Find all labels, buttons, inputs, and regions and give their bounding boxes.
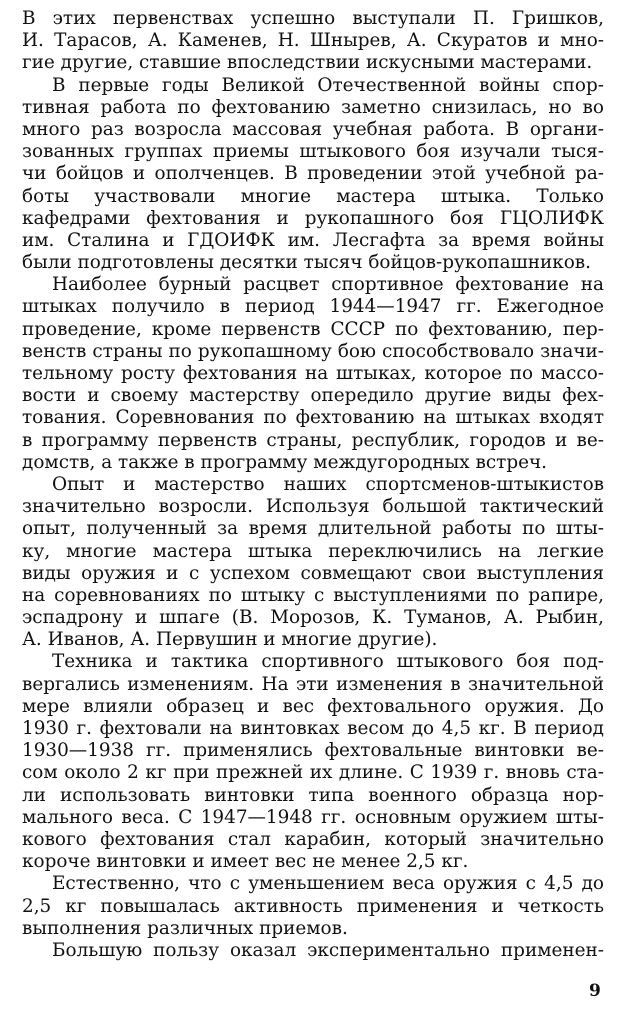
- text-line: Техника и тактика спортивного штыкового боя под-: [52, 651, 604, 673]
- text-line: проведение, кроме первенств СССР по фехтованию, пер-: [22, 318, 604, 340]
- text-line: зованных группах приемы штыкового боя изучали тыся-: [22, 141, 604, 163]
- text-line: Большую пользу оказал экспериментально применен-: [52, 939, 604, 961]
- text-line: сом около 2 кг при прежней их длине. С 1939 г. вновь ста-: [22, 762, 604, 784]
- text-line: Опыт и мастерство наших спортсменов-штыкистов: [52, 473, 604, 495]
- page-number: 9: [589, 981, 601, 1001]
- text-line: штыках получило в период 1944—1947 гг. Ежегодное: [22, 296, 604, 318]
- paragraph: [22, 274, 604, 474]
- text-line: виды оружия и с успехом совмещают свои выступления: [22, 562, 604, 584]
- paragraph: [22, 474, 604, 652]
- text-line: эспадрону и шпаге (В. Морозов, К. Туманов, А. Рыбин,: [22, 607, 604, 629]
- text-line: В первые годы Великой Отечественной войны спор-: [52, 74, 604, 96]
- text-line: выполнения различных приемов.: [22, 917, 348, 939]
- text-line: кафедрами фехтования и рукопашного боя ГЦОЛИФК: [22, 207, 604, 229]
- text-line: венств страны по рукопашному бою способствовало значи-: [22, 340, 604, 362]
- text-line: тования. Соревнования по фехтованию на штыках входят: [22, 407, 604, 429]
- text-line: домств, а также в программу междугородных встреч.: [22, 451, 547, 473]
- text-line: тивная работа по фехтованию заметно снизилась, но во: [22, 96, 604, 118]
- text-line: боты участвовали многие мастера штыка. Только: [22, 185, 604, 207]
- text-line: значительно возросли. Используя большой тактический: [22, 496, 604, 518]
- text-line: Наиболее бурный расцвет спортивное фехтование на: [52, 274, 604, 296]
- text-line: опыт, полученный за время длительной работы по шты-: [22, 518, 604, 540]
- text-line: много раз возросла массовая учебная работа. В органи-: [22, 118, 604, 140]
- text-line: 1930 г. фехтовали на винтовках весом до 4,5 кг. В период: [22, 718, 604, 739]
- text-line: кового фехтования стал карабин, который значительно: [22, 828, 604, 850]
- text-line: чи бойцов и ополченцев. В проведении этой учебной ра-: [22, 163, 604, 185]
- text-line: мере влияли образец и вес фехтовального оружия. До: [22, 695, 604, 717]
- text-line: Естественно, что с уменьшением веса оружия с 4,5 до: [52, 873, 604, 895]
- text-line: В этих первенствах успешно выступали П. Гришков,: [22, 8, 604, 29]
- page-text: [22, 8, 604, 962]
- text-line: 2,5 кг повышалась активность применения и четкость: [22, 895, 604, 917]
- text-line: ку, многие мастера штыка переключились на легкие: [22, 540, 604, 562]
- text-line: мального веса. С 1947—1948 гг. основным оружием шты-: [22, 806, 604, 828]
- text-line: вергались изменениям. На эти изменения в значительной: [22, 673, 604, 695]
- paragraph: [22, 8, 604, 75]
- paragraph: [22, 651, 604, 873]
- text-line: в программу первенств страны, республик, городов и ве-: [22, 429, 604, 451]
- text-line: вости и своему мастерству опередило другие виды фех-: [22, 385, 604, 407]
- text-line: им. Сталина и ГДОИФК им. Лесгафта за время войны: [22, 229, 604, 251]
- paragraph: [22, 75, 604, 275]
- paragraph: [22, 940, 604, 962]
- text-line: ли использовать винтовки типа военного образца нор-: [22, 784, 604, 806]
- text-line: 1930—1938 гг. применялись фехтовальные винтовки ве-: [22, 740, 604, 762]
- text-line: А. Иванов, А. Первушин и многие другие).: [22, 629, 438, 651]
- text-line: тельному росту фехтования на штыках, которое по массо-: [22, 363, 604, 384]
- text-line: на соревнованиях по штыку с выступлениями по рапире,: [22, 584, 604, 606]
- text-line: короче винтовки и имеет вес не менее 2,5 кг.: [22, 851, 469, 873]
- text-line: гие другие, ставшие впоследствии искусными мастерами.: [22, 52, 593, 74]
- text-line: были подготовлены десятки тысяч бойцов-рукопашников.: [22, 252, 591, 274]
- paragraph: [22, 873, 604, 940]
- text-line: И. Тарасов, А. Каменев, Н. Шнырев, А. Скуратов и мно-: [22, 30, 604, 52]
